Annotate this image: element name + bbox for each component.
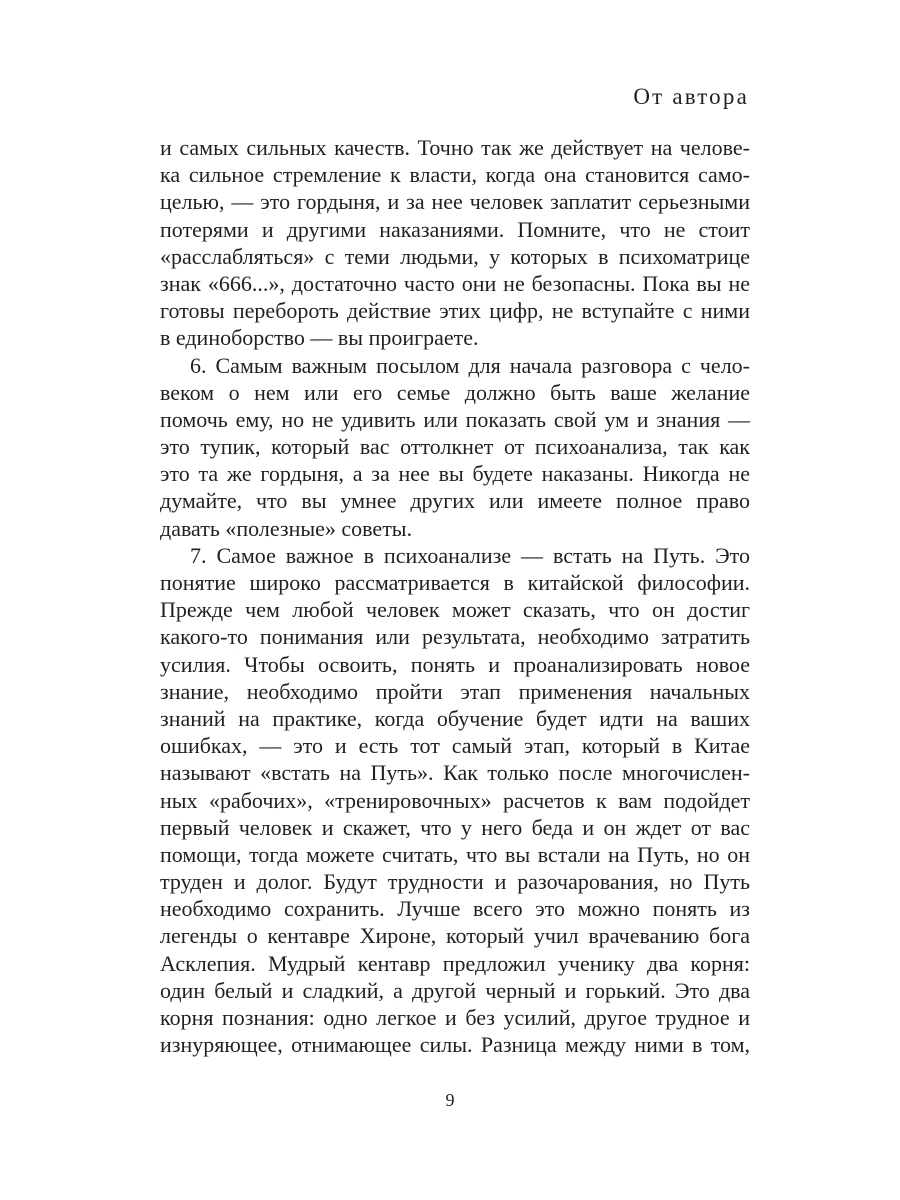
text-line: помощи, тогда можете считать, что вы встали на Путь, но он: [160, 841, 750, 867]
text-line: ка сильное стремление к власти, когда она становится само-: [160, 162, 750, 188]
text-line: ошибках, — это и есть тот самый этап, который в Китае: [160, 733, 750, 759]
paragraph-7-start: 7. Самое важное в психоанализе — встать на Путь. Это: [190, 542, 750, 568]
text-line: потерями и другими наказаниями. Помните, что не стоит: [160, 216, 750, 242]
text-line: веком о нем или его семье должно быть ваше желание: [160, 379, 750, 405]
text-line: легенды о кентавре Хироне, который учил врачеванию бога: [160, 923, 750, 949]
text-line: называют «встать на Путь». Как только после многочислен-: [160, 760, 750, 786]
text-line: Прежде чем любой человек может сказать, что он достиг: [160, 597, 750, 623]
text-line: Асклепия. Мудрый кентавр предложил ученику два корня:: [160, 950, 750, 976]
text-line: первый человек и скажет, что у него беда и он ждет от вас: [160, 814, 750, 840]
text-line: знак «666...», достаточно часто они не безопасны. Пока вы не: [160, 270, 750, 296]
text-line: это тупик, который вас оттолкнет от психоанализа, так как: [160, 434, 750, 460]
text-line: целью, — это гордыня, и за нее человек заплатит серьезными: [160, 189, 750, 215]
text-line: корня познания: одно легкое и без усилий, другое трудное и: [160, 1005, 750, 1030]
text-line: давать «полезные» советы.: [160, 515, 413, 541]
text-line: «расслабляться» с теми людьми, у которых в психоматрице: [160, 243, 750, 269]
text-line: помочь ему, но не удивить или показать свой ум и знания —: [160, 406, 750, 432]
text-line: какого-то понимания или результата, необходимо затратить: [160, 624, 750, 650]
text-line: знаний на практике, когда обучение будет идти на ваших: [160, 705, 750, 731]
text-line: труден и долог. Будут трудности и разочарования, но Путь: [160, 869, 750, 895]
text-line: необходимо сохранить. Лучше всего это можно понять из: [160, 896, 750, 922]
text-line: готовы перебороть действие этих цифр, не вступайте с ними: [160, 298, 750, 324]
paragraph-6-start: 6. Самым важным посылом для начала разговора с чело-: [190, 352, 750, 378]
text-line: думайте, что вы умнее других или имеете полное право: [160, 488, 750, 514]
text-line: знание, необходимо пройти этап применения начальных: [160, 678, 750, 704]
text-line: и самых сильных качеств. Точно так же действует на челове-: [160, 135, 750, 160]
running-header: От автора: [633, 84, 749, 109]
text-line: понятие широко рассматривается в китайской философии.: [160, 570, 750, 595]
text-line: изнуряющее, отнимающее силы. Разница между ними в том,: [160, 1032, 750, 1058]
text-line: в единоборство — вы проиграете.: [160, 325, 479, 351]
text-line: один белый и сладкий, а другой черный и горький. Это два: [160, 977, 750, 1003]
text-line: усилия. Чтобы освоить, понять и проанализировать новое: [160, 651, 750, 677]
text-line: это та же гордыня, а за нее вы будете наказаны. Никогда не: [160, 461, 750, 487]
body-text: [160, 134, 750, 1058]
text-line: ных «рабочих», «тренировочных» расчетов к вам подойдет: [160, 787, 750, 813]
page-number: 9: [445, 1090, 455, 1110]
